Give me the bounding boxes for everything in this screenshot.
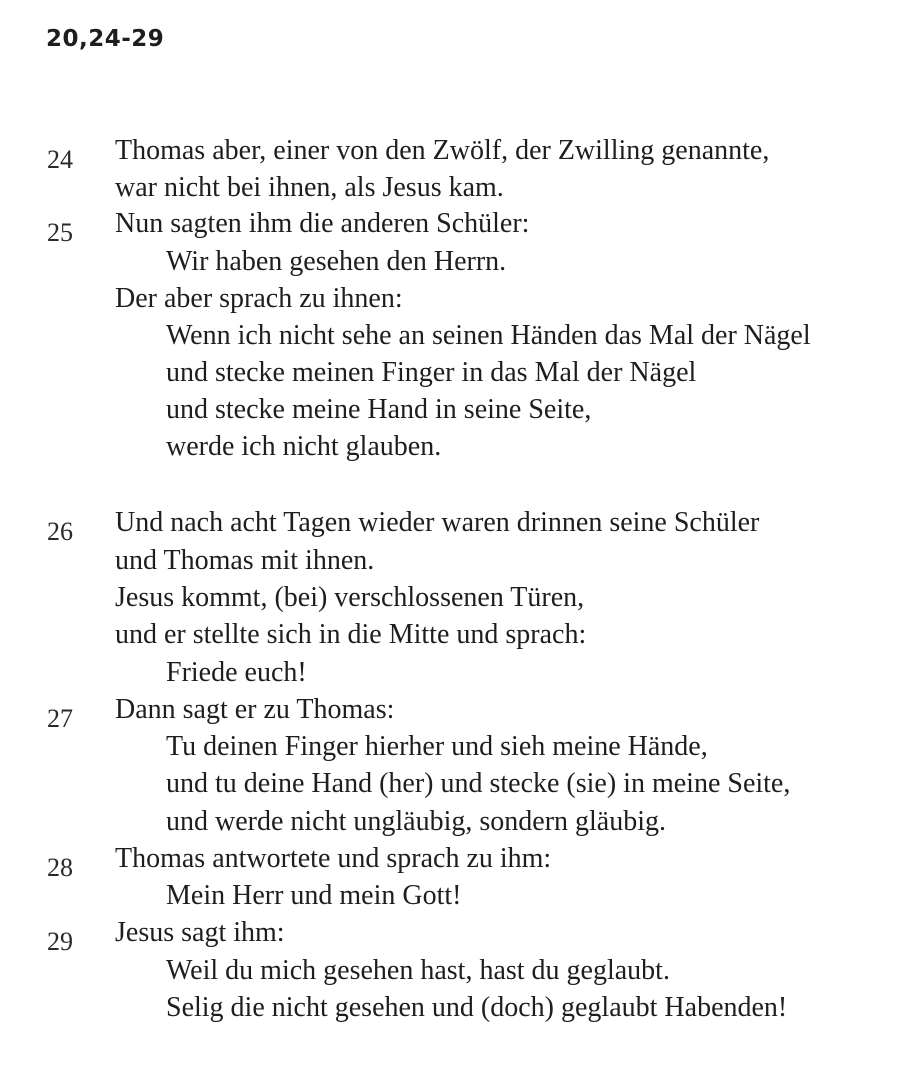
verse-number-27: 27 — [47, 704, 73, 733]
verse-number-28: 28 — [47, 853, 73, 882]
verse-number-26: 26 — [47, 517, 73, 546]
verse-line-indented: und stecke meine Hand in seine Seite, — [166, 394, 592, 425]
verse-line: und er stellte sich in die Mitte und sprach: — [115, 619, 587, 650]
verse-line-indented: Friede euch! — [166, 657, 307, 688]
verse-line: war nicht bei ihnen, als Jesus kam. — [115, 172, 504, 203]
verse-line-indented: Selig die nicht gesehen und (doch) geglaubt Habenden! — [166, 992, 788, 1023]
verse-line: und Thomas mit ihnen. — [115, 545, 375, 576]
verse-line-indented: und werde nicht ungläubig, sondern gläubig. — [166, 806, 667, 837]
verse-number-25: 25 — [47, 218, 73, 247]
verse-line-indented: und tu deine Hand (her) und stecke (sie) in meine Seite, — [166, 768, 791, 799]
verse-line: Und nach acht Tagen wieder waren drinnen seine Schüler — [115, 507, 760, 538]
verse-line: Nun sagten ihm die anderen Schüler: — [115, 208, 530, 239]
passage-reference: 20,24-29 — [46, 26, 165, 52]
verse-line: Thomas antwortete und sprach zu ihm: — [115, 843, 552, 874]
verse-line-indented: Mein Herr und mein Gott! — [166, 880, 462, 911]
verse-line-indented: und stecke meinen Finger in das Mal der Nägel — [166, 357, 697, 388]
verse-number-29: 29 — [47, 927, 73, 956]
verse-line: Thomas aber, einer von den Zwölf, der Zwilling genannte, — [115, 135, 770, 166]
verse-line-indented: Tu deinen Finger hierher und sieh meine Hände, — [166, 731, 708, 762]
verse-line: Jesus kommt, (bei) verschlossenen Türen, — [115, 582, 585, 613]
verse-line: Der aber sprach zu ihnen: — [115, 283, 403, 314]
verse-line: Dann sagt er zu Thomas: — [115, 694, 395, 725]
verse-line-indented: Wir haben gesehen den Herrn. — [166, 246, 507, 277]
verse-line-indented: Wenn ich nicht sehe an seinen Händen das Mal der Nägel — [166, 320, 811, 351]
verse-line-indented: werde ich nicht glauben. — [166, 431, 442, 462]
verse-number-24: 24 — [47, 145, 73, 174]
verse-line: Jesus sagt ihm: — [115, 917, 285, 948]
verse-line-indented: Weil du mich gesehen hast, hast du geglaubt. — [166, 955, 670, 986]
